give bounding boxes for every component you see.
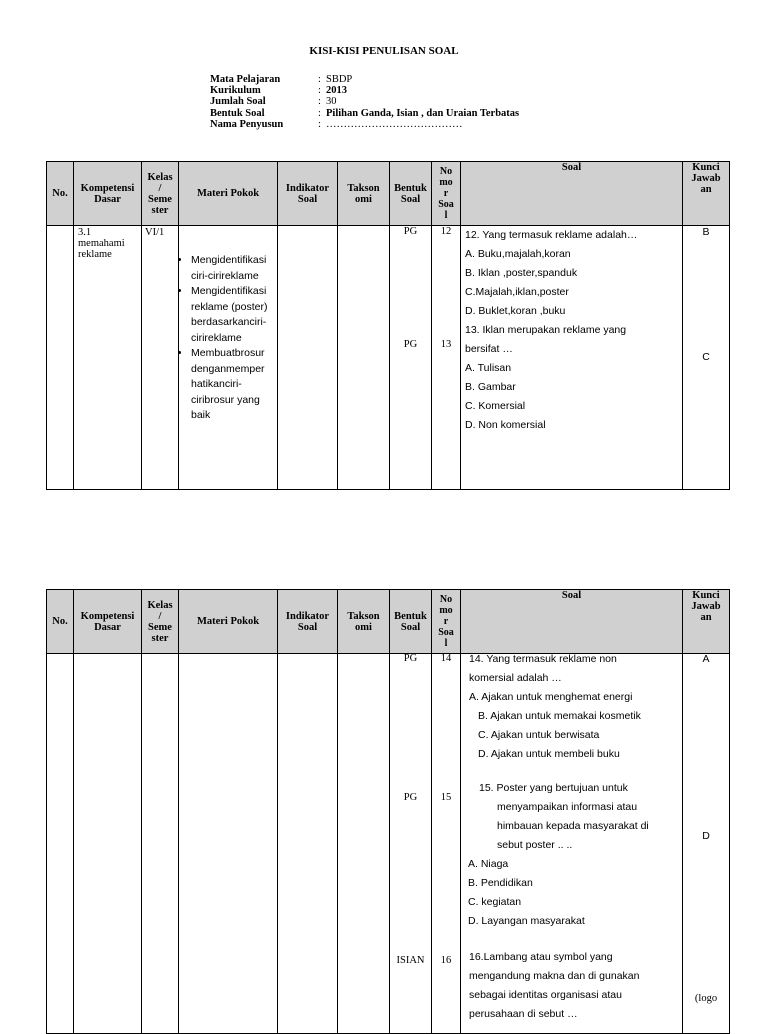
header-taksonomi: Takson omi (338, 162, 390, 226)
cell-indikator (278, 654, 338, 1034)
bentuk-value: ISIAN (396, 955, 425, 966)
kunci-value: C (702, 351, 710, 363)
soal-line: 15. Poster yang bertujuan untuk (479, 782, 628, 794)
nomor-value: 15 (440, 792, 452, 803)
cell-soal (461, 654, 683, 1034)
soal-line: D. Non komersial (465, 419, 546, 431)
header-nomor-line: r (443, 188, 449, 199)
soal-line: C. Komersial (465, 400, 526, 412)
soal-line: bersifat … (465, 343, 513, 355)
meta-colon: : (318, 118, 321, 130)
meta-colon: : (318, 85, 321, 97)
materi-item: • Mengidentifikasi reklame (poster) berdasarkanciri-cirireklame (191, 284, 277, 346)
header-kunci-line: Kunci (692, 590, 720, 601)
header-row (47, 162, 730, 226)
soal-line: sebagai identitas organisasi atau (469, 989, 622, 1001)
materi-item: • Mengidentifikasi ciri-cirireklame (191, 253, 277, 284)
header-nomor-line: l (444, 210, 448, 221)
soal-line: D. Layangan masyarakat (468, 915, 585, 927)
soal-line: 16.Lambang atau symbol yang (469, 951, 613, 963)
table-row (47, 226, 730, 490)
cell-soal (461, 226, 683, 490)
soal-line: sebut poster .. .. (497, 839, 573, 851)
cell-indikator (278, 226, 338, 490)
header-nomor-line: Soa (438, 199, 454, 210)
header-nomor-line: mo (439, 177, 453, 188)
cell-kelas (142, 226, 179, 490)
header-nomor-line: No (439, 594, 453, 605)
soal-line: A. Ajakan untuk menghemat energi (469, 691, 633, 703)
header-kunci-line: an (700, 612, 712, 623)
header-kelas-line: Seme (148, 621, 172, 633)
soal-line: A. Tulisan (465, 362, 512, 374)
cell-kunci (683, 226, 730, 490)
meta-row (210, 119, 519, 130)
soal-line: menyampaikan informasi atau (497, 801, 638, 813)
header-kunci-line: Jawab (691, 173, 721, 184)
soal-line: 13. Iklan merupakan reklame yang (465, 324, 627, 336)
soal-line: mengandung makna dan di gunakan (469, 970, 640, 982)
header-kelas-line: / (158, 182, 162, 194)
kunci-value: A (702, 653, 710, 665)
table-row (47, 654, 730, 1034)
header-kompetensi: Kompetensi Dasar (74, 162, 142, 226)
meta-row (210, 85, 519, 96)
meta-row (210, 108, 519, 119)
kompetensi-line: 3.1 (78, 227, 92, 238)
meta-label: Bentuk Soal (210, 107, 265, 119)
header-no: No. (47, 590, 74, 654)
header-taksonomi: Takson omi (338, 590, 390, 654)
header-kelas-line: Kelas (147, 599, 173, 611)
nomor-value: 16 (440, 955, 452, 966)
cell-bentuk (390, 654, 432, 1034)
header-kelas-line: Seme (148, 193, 172, 205)
kompetensi-line: memahami (78, 238, 125, 249)
header-kunci (683, 162, 730, 226)
soal-line: 12. Yang termasuk reklame adalah… (465, 229, 638, 241)
soal-line: 14. Yang termasuk reklame non (469, 653, 617, 665)
materi-item: • Membuatbrosur denganmemper hatikanciri-ciribrosur yang baik (191, 346, 277, 424)
header-soal: Soal (461, 590, 683, 654)
meta-value: 30 (326, 96, 337, 108)
soal-line: A. Niaga (468, 858, 509, 870)
header-nomor-line: Soa (438, 627, 454, 638)
soal-line: B. Iklan ,poster,spanduk (465, 267, 578, 279)
header-kelas-line: Kelas (147, 171, 173, 183)
header-kelas (142, 162, 179, 226)
cell-kompetensi (74, 654, 142, 1034)
bentuk-value: PG (403, 653, 418, 664)
header-indikator: Indikator Soal (278, 162, 338, 226)
header-kunci-line: Jawab (691, 601, 721, 612)
soal-line: B. Gambar (465, 381, 516, 393)
kelas-value: VI/1 (145, 227, 165, 238)
header-nomor-line: No (439, 166, 453, 177)
soal-line: perusahaan di sebut … (469, 1008, 578, 1020)
nomor-value: 14 (440, 653, 452, 664)
header-kelas-line: / (158, 610, 162, 622)
cell-kelas (142, 654, 179, 1034)
header-kunci (683, 590, 730, 654)
cell-materi (179, 654, 278, 1034)
header-kelas (142, 590, 179, 654)
meta-colon: : (318, 107, 321, 119)
header-nomor-line: l (444, 638, 448, 649)
meta-block (210, 74, 519, 130)
cell-nomor (432, 654, 461, 1034)
meta-colon: : (318, 74, 321, 85)
kisi-table-2 (46, 589, 730, 1034)
soal-line: C. kegiatan (468, 896, 522, 908)
meta-row (210, 74, 519, 85)
header-kunci-line: Kunci (692, 162, 720, 173)
header-materi: Materi Pokok (179, 162, 278, 226)
soal-line: himbauan kepada masyarakat di (497, 820, 649, 832)
cell-nomor (432, 226, 461, 490)
kunci-value: (logo (694, 993, 718, 1004)
cell-taksonomi (338, 226, 390, 490)
nomor-value: 12 (440, 226, 452, 237)
cell-kunci (683, 654, 730, 1034)
kunci-value: D (702, 830, 710, 842)
header-bentuk: Bentuk Soal (390, 590, 432, 654)
cell-taksonomi (338, 654, 390, 1034)
header-materi: Materi Pokok (179, 590, 278, 654)
meta-label: Mata Pelajaran (210, 74, 281, 85)
soal-line: C. Ajakan untuk berwisata (478, 729, 600, 741)
header-no: No. (47, 162, 74, 226)
meta-value: 2013 (326, 85, 347, 97)
cell-bentuk (390, 226, 432, 490)
document-title: KISI-KISI PENULISAN SOAL (309, 45, 459, 57)
kisi-table-1 (46, 161, 730, 490)
meta-label: Nama Penyusun (210, 118, 284, 130)
header-nomor (432, 162, 461, 226)
soal-line: B. Ajakan untuk memakai kosmetik (478, 710, 641, 722)
meta-colon: : (318, 96, 321, 108)
header-nomor (432, 590, 461, 654)
soal-line: komersial adalah … (469, 672, 562, 684)
header-nomor-line: r (443, 616, 449, 627)
meta-value: ………………………………… (326, 118, 463, 130)
cell-materi (179, 226, 278, 490)
header-kelas-line: ster (151, 204, 169, 216)
header-kunci-line: an (700, 184, 712, 195)
header-kelas-line: ster (151, 632, 169, 644)
soal-line: C.Majalah,iklan,poster (465, 286, 569, 298)
meta-value: Pilihan Ganda, Isian , dan Uraian Terbatas (326, 107, 520, 119)
header-bentuk: Bentuk Soal (390, 162, 432, 226)
bentuk-value: PG (403, 339, 418, 350)
bentuk-value: PG (403, 226, 418, 237)
meta-label: Jumlah Soal (210, 96, 266, 108)
header-kompetensi: Kompetensi Dasar (74, 590, 142, 654)
kompetensi-line: reklame (78, 249, 112, 260)
header-nomor-line: mo (439, 605, 453, 616)
header-row (47, 590, 730, 654)
soal-line: B. Pendidikan (468, 877, 533, 889)
soal-line: D. Ajakan untuk membeli buku (478, 748, 620, 760)
header-soal: Soal (461, 162, 683, 226)
nomor-value: 13 (440, 339, 452, 350)
soal-line: D. Buklet,koran ,buku (465, 305, 566, 317)
cell-no (47, 654, 74, 1034)
meta-label: Kurikulum (210, 85, 261, 97)
meta-value: SBDP (326, 74, 353, 85)
header-indikator: Indikator Soal (278, 590, 338, 654)
meta-row (210, 96, 519, 107)
soal-line: A. Buku,majalah,koran (465, 248, 571, 260)
bentuk-value: PG (403, 792, 418, 803)
cell-kompetensi (74, 226, 142, 490)
kunci-value: B (702, 226, 710, 238)
cell-no (47, 226, 74, 490)
